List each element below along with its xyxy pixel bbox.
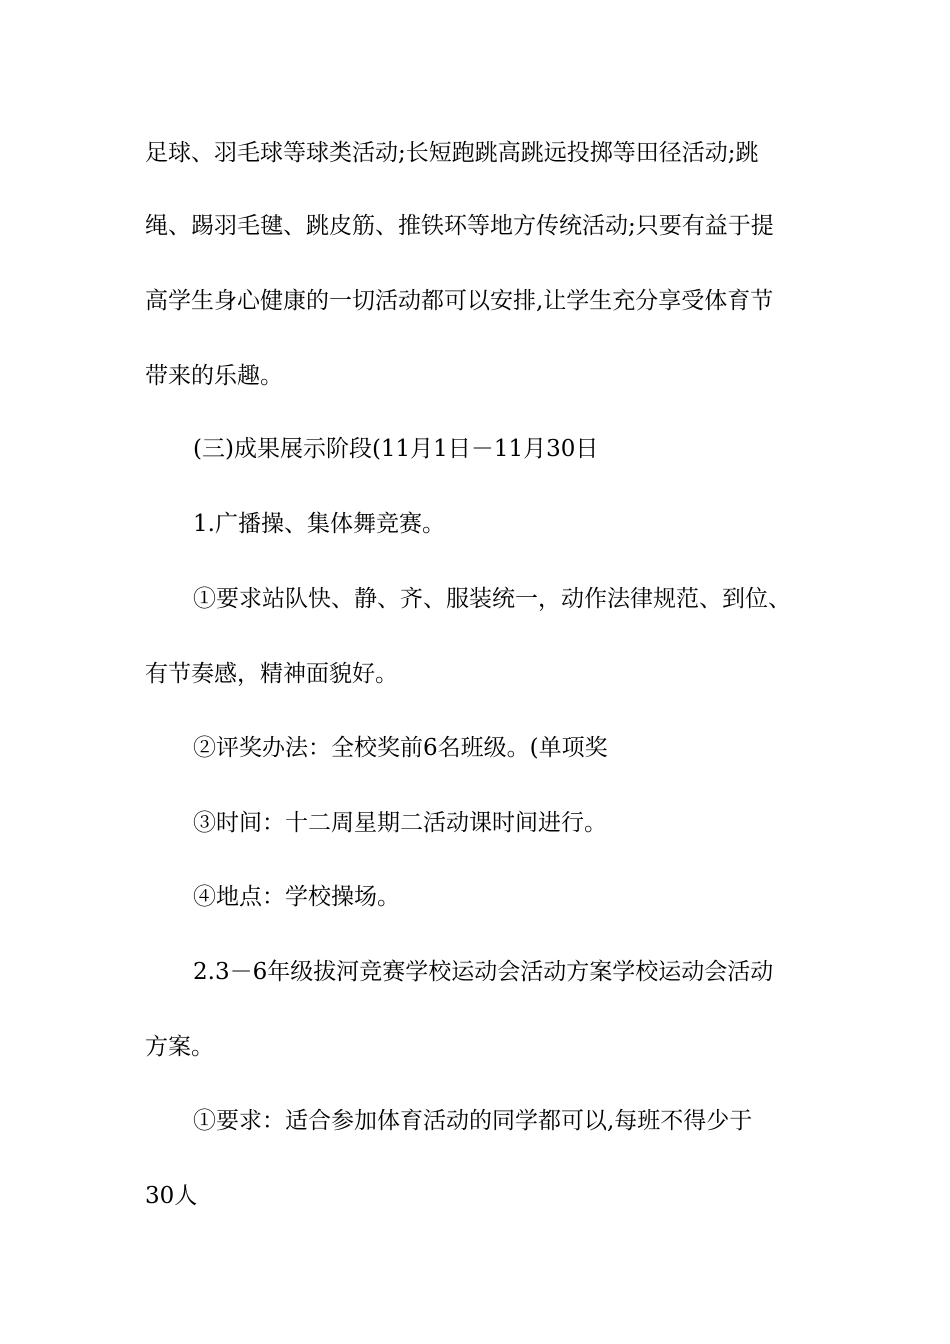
section-heading: (三)成果展示阶段(11月1日－11月30日 (193, 436, 599, 462)
paragraph-line: 高学生身心健康的一切活动都可以安排,让学生充分享受体育节 (145, 288, 774, 314)
paragraph-line: 有节奏感，精神面貌好。 (145, 661, 398, 687)
paragraph-line: 绳、踢羽毛毽、跳皮筋、推铁环等地方传统活动;只要有益于提 (145, 213, 774, 239)
paragraph-line: 带来的乐趣。 (145, 363, 283, 389)
paragraph-line: 方案。 (145, 1034, 214, 1060)
paragraph-line: ②评奖办法：全校奖前6名班级。(单项奖 (193, 735, 608, 761)
list-item-heading: 1.广播操、集体舞竞赛。 (193, 511, 445, 537)
paragraph-line: 足球、羽毛球等球类活动;长短跑跳高跳远投掷等田径活动;跳 (145, 140, 759, 166)
paragraph-line: 30人 (145, 1183, 198, 1209)
paragraph-line: ④地点：学校操场。 (193, 884, 400, 910)
paragraph-line: ①要求：适合参加体育活动的同学都可以,每班不得少于 (193, 1108, 753, 1134)
paragraph-line: ③时间：十二周星期二活动课时间进行。 (193, 810, 607, 836)
paragraph-line: ①要求站队快、静、齐、服装统一，动作法律规范、到位、 (193, 586, 791, 612)
list-item-heading: 2.3－6年级拔河竞赛学校运动会活动方案学校运动会活动 (193, 959, 774, 985)
